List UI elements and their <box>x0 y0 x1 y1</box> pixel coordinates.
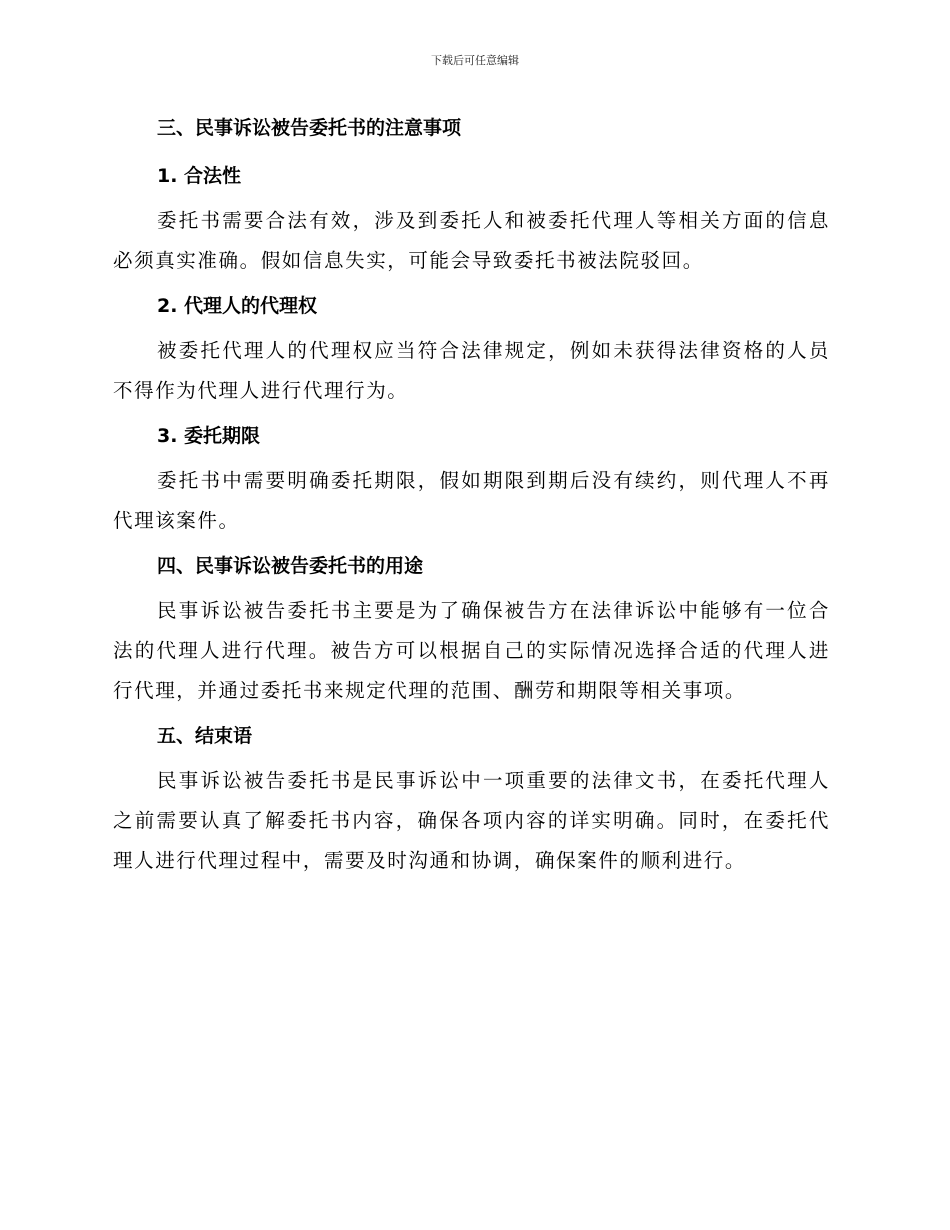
subsection-heading-legality: 1. 合法性 <box>157 165 242 187</box>
section-heading-conclusion: 五、结束语 <box>157 725 253 747</box>
page-header: 下载后可任意编辑 <box>431 54 519 67</box>
document-body <box>113 111 830 881</box>
paragraph-agent-authority: 被委托代理人的代理权应当符合法律规定，例如未获得法律资格的人员不得作为代理人进行代理行为。 <box>113 339 830 402</box>
subsection-heading-agent-authority: 2. 代理人的代理权 <box>157 295 318 317</box>
section-heading-notes: 三、民事诉讼被告委托书的注意事项 <box>157 117 462 139</box>
paragraph-legality: 委托书需要合法有效，涉及到委托人和被委托代理人等相关方面的信息必须真实准确。假如信息失实，可能会导致委托书被法院驳回。 <box>113 209 830 272</box>
subsection-heading-term: 3. 委托期限 <box>157 425 261 447</box>
paragraph-purpose: 民事诉讼被告委托书主要是为了确保被告方在法律诉讼中能够有一位合法的代理人进行代理。被告方可以根据自己的实际情况选择合适的代理人进行代理，并通过委托书来规定代理的范围、酬劳和期限等相关事项。 <box>113 599 830 702</box>
paragraph-conclusion: 民事诉讼被告委托书是民事诉讼中一项重要的法律文书，在委托代理人之前需要认真了解委托书内容，确保各项内容的详实明确。同时，在委托代理人进行代理过程中，需要及时沟通和协调，确保案件的顺利进行。 <box>113 769 830 872</box>
paragraph-term: 委托书中需要明确委托期限，假如期限到期后没有续约，则代理人不再代理该案件。 <box>113 469 830 532</box>
section-heading-purpose: 四、民事诉讼被告委托书的用途 <box>157 555 424 577</box>
